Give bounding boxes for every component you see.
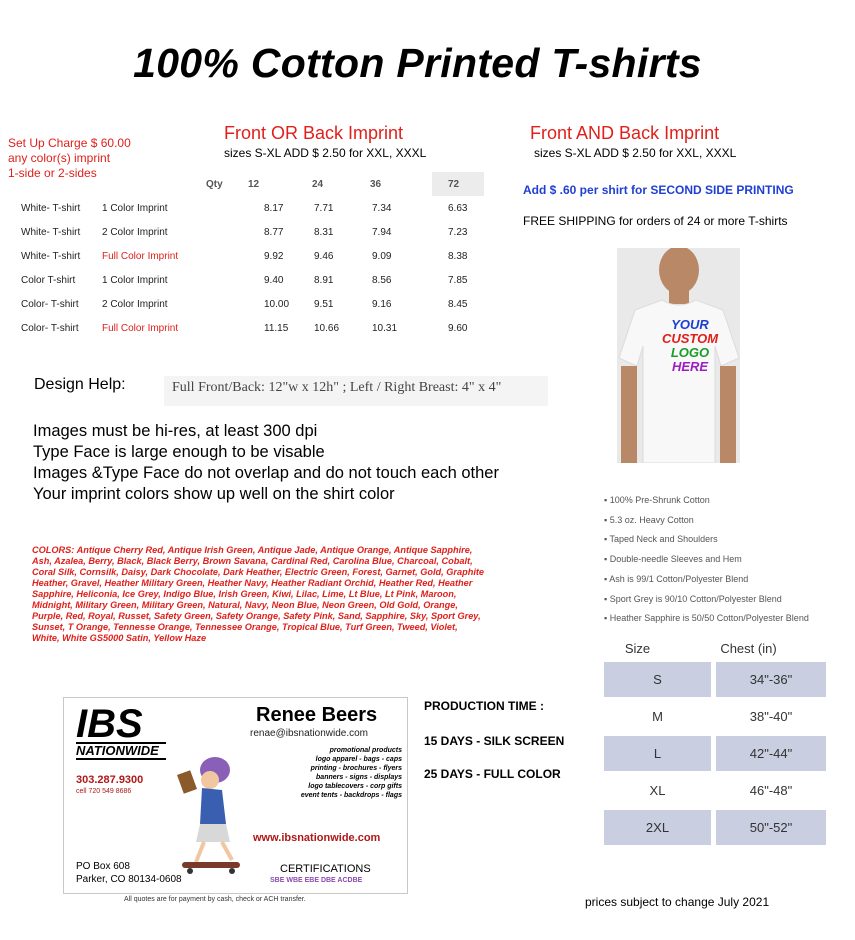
image-requirements: [33, 421, 499, 505]
card-email: renae@ibsnationwide.com: [250, 728, 368, 739]
back-imprint-label: Back Imprint: [303, 123, 404, 143]
price-12: 9.92: [264, 250, 284, 262]
chest-cell: 50"-52": [716, 810, 826, 845]
service-item: event tents - backdrops - flags: [300, 792, 402, 799]
front-and-back-heading: [530, 123, 719, 144]
qty-24: 24: [312, 178, 324, 190]
price-12: 8.77: [264, 226, 284, 238]
qty-72: 72: [432, 172, 484, 196]
price-12: 9.40: [264, 274, 284, 286]
chest-cell: 46"-48": [749, 783, 793, 798]
qty-12: 12: [248, 178, 260, 190]
price-table: [14, 172, 484, 340]
qty-36: 36: [370, 178, 382, 190]
feature-item: ▪ Double-needle Sleeves and Hem: [604, 554, 742, 565]
mascot-icon: [160, 750, 252, 874]
card-cell: cell 720 549 8686: [76, 788, 132, 795]
price-72: 7.23: [448, 226, 468, 238]
requirement-item: Type Face is large enough to be visable: [33, 443, 325, 461]
chest-header: Chest (in): [720, 640, 777, 656]
page-title: 100% Cotton Printed T-shirts: [133, 40, 702, 86]
price-24: 9.46: [314, 250, 334, 262]
price-24: 10.66: [314, 322, 340, 334]
size-row: [604, 773, 826, 808]
spacer: [206, 268, 248, 292]
logo-line-2: CUSTOM: [661, 331, 719, 346]
requirement-item: Images must be hi-res, at least 300 dpi: [33, 422, 318, 440]
design-help-dimensions: Full Front/Back: 12"w x 12h" ; Left / Right Breast: 4" x 4": [164, 376, 548, 406]
feature-item: ▪ Taped Neck and Shoulders: [604, 534, 718, 545]
size-row: [604, 699, 826, 734]
service-item: printing - brochures - flyers: [310, 765, 402, 772]
service-item: logo apparel - bags - caps: [315, 756, 402, 763]
colors-list: COLORS: Antique Cherry Red, Antique Irish Green, Antique Jade, Antique Orange, Antique Sapphire, Ash, Azalea, Berry, Black, Black Berry, Brown Savana, Cardinal Red, Carolina Blue, Charcoal, Cobalt, Coral Silk, Cornsilk, Daisy, Dark Chocolate, Dark Heather, Electric Green, Forest, Garnet, Gold, Graphite Heather, Gravel, Heather Military Green, Heather Navy, Heather Radiant Orchid, Heather Red, Heather Sapphire, Heliconia, Ice Grey, Indigo Blue, Irish Green, Kiwi, Lilac, Lime, Lt Blue, Lt Pink, Maroon, Midnight, Military Green, Military Green, Natural, Navy, Neon Blue, Neon Green, Old Gold, Orange, Purple, Red, Royal, Russet, Safety Green, Safety Orange, Safety Pink, Sand, Sapphire, Sky, Sport Grey, Sunset, T Orange, Tennesse Orange, Tennessee Orange, Tropical Blue, Turf Green, Tweed, Violet, White, White GS5000 Satin, Yellow Haze: [32, 545, 485, 643]
chest-cell: 34"-36": [716, 662, 826, 697]
price-footer-note: prices subject to change July 2021: [585, 895, 770, 909]
production-full: 25 DAYS - FULL COLOR: [424, 767, 561, 781]
price-36: 10.31: [372, 322, 398, 334]
size-row: [604, 810, 826, 845]
chest-cell: 38"-40": [749, 709, 793, 724]
service-item: banners - signs - displays: [316, 774, 402, 781]
production-silk: 15 DAYS - SILK SCREEN: [424, 734, 565, 748]
free-shipping-note: FREE SHIPPING for orders of 24 or more T-shirts: [523, 214, 788, 228]
custom-logo-text: [660, 318, 720, 374]
spacer: [206, 196, 248, 220]
price-row: [14, 268, 484, 292]
spacer: [206, 244, 248, 268]
front-or-label: Front OR: [224, 123, 299, 143]
service-item: promotional products: [329, 747, 402, 754]
card-website: www.ibsnationwide.com: [253, 832, 381, 844]
card-logo-nationwide: NATIONWIDE: [76, 742, 166, 760]
price-24: 8.31: [314, 226, 334, 238]
feature-item: ▪ 100% Pre-Shrunk Cotton: [604, 495, 710, 505]
shirt-type: White- T-shirt: [21, 226, 81, 238]
spacer: [206, 316, 248, 340]
price-12: 8.17: [264, 202, 284, 214]
size-cell: L: [604, 736, 711, 771]
card-certs: SBE WBE EBE DBE ACDBE: [270, 877, 363, 884]
front-or-back-heading: [224, 123, 403, 144]
price-72: 8.45: [448, 298, 468, 310]
price-36: 7.34: [372, 202, 392, 214]
requirement-item: Images &Type Face do not overlap and do not touch each other: [33, 464, 499, 482]
business-card: [63, 697, 408, 894]
setup-line-2: any color(s) imprint: [8, 151, 111, 165]
feature-item: ▪ Heather Sapphire is 50/50 Cotton/Polyester Blend: [604, 613, 809, 624]
card-phone: 303.287.9300: [76, 774, 144, 786]
spacer: [206, 292, 248, 316]
card-logo-ibs: IBS: [76, 702, 143, 746]
design-help-label: Design Help:: [34, 376, 126, 393]
imprint-type: Full Color Imprint: [102, 250, 179, 262]
price-12: 11.15: [264, 322, 289, 334]
logo-line-4: HERE: [671, 359, 709, 374]
size-row: [604, 736, 826, 771]
tshirt-image: [617, 248, 740, 463]
qty-label: Qty: [206, 178, 223, 190]
price-36: 9.09: [372, 250, 392, 262]
price-row: [14, 244, 484, 268]
shirt-type: Color- T-shirt: [21, 322, 79, 334]
front-and-label: Front AND: [530, 123, 615, 143]
size-chart: [604, 634, 826, 847]
feature-item: ▪ 5.3 oz. Heavy Cotton: [604, 514, 694, 525]
price-72: 9.60: [448, 322, 468, 334]
shirt-type: White- T-shirt: [21, 202, 81, 214]
card-address-2: Parker, CO 80134-0608: [76, 874, 182, 885]
setup-line-1: Set Up Charge $ 60.00: [8, 136, 131, 150]
front-and-back-sizes: sizes S-XL ADD $ 2.50 for XXL, XXXL: [534, 146, 737, 160]
chest-cell: 42"-44": [716, 736, 826, 771]
logo-line-1: YOUR: [671, 317, 709, 332]
size-header: Size: [624, 640, 651, 656]
shirt-features: [604, 491, 809, 629]
logo-line-3: LOGO: [670, 345, 710, 360]
spacer: [206, 220, 248, 244]
price-72: 8.38: [448, 250, 468, 262]
size-cell: 2XL: [604, 810, 711, 845]
card-services: [274, 746, 402, 800]
price-36: 9.16: [372, 298, 392, 310]
price-24: 8.91: [314, 274, 334, 286]
second-side-note: Add $ .60 per shirt for SECOND SIDE PRINTING: [523, 183, 794, 197]
price-table-header: [14, 172, 484, 196]
imprint-type: 2 Color Imprint: [102, 226, 168, 238]
price-36: 7.94: [372, 226, 392, 238]
card-note: All quotes are for payment by cash, check or ACH transfer.: [124, 896, 306, 903]
size-cell: S: [604, 662, 711, 697]
size-row: [604, 662, 826, 697]
front-or-back-sizes: sizes S-XL ADD $ 2.50 for XXL, XXXL: [224, 146, 427, 160]
price-24: 7.71: [314, 202, 334, 214]
size-cell: XL: [649, 783, 666, 798]
card-name: Renee Beers: [256, 704, 378, 726]
size-cell: M: [652, 709, 663, 724]
price-row: [14, 220, 484, 244]
feature-item: ▪ Ash is 99/1 Cotton/Polyester Blend: [604, 573, 749, 584]
requirement-item: Your imprint colors show up well on the shirt color: [33, 485, 395, 503]
setup-line-3: 1-side or 2-sides: [8, 166, 97, 180]
imprint-type: 2 Color Imprint: [102, 298, 168, 310]
shirt-type: Color- T-shirt: [21, 298, 79, 310]
card-cert-label: CERTIFICATIONS: [280, 863, 371, 875]
price-24: 9.51: [314, 298, 334, 310]
shirt-type: White- T-shirt: [21, 250, 81, 262]
feature-item: ▪ Sport Grey is 90/10 Cotton/Polyester Blend: [604, 593, 782, 604]
card-address-1: PO Box 608: [76, 861, 130, 872]
price-row: [14, 196, 484, 220]
size-chart-header: [604, 634, 826, 662]
price-12: 10.00: [264, 298, 290, 310]
production-time-label: PRODUCTION TIME :: [424, 699, 544, 713]
imprint-type: 1 Color Imprint: [102, 274, 168, 286]
price-72: 7.85: [448, 274, 468, 286]
imprint-type: Full Color Imprint: [102, 322, 179, 334]
price-72: 6.63: [448, 202, 468, 214]
imprint-type: 1 Color Imprint: [102, 202, 168, 214]
back-imprint-label-2: Back Imprint: [619, 123, 720, 143]
price-row: [14, 316, 484, 340]
price-36: 8.56: [372, 274, 392, 286]
price-row: [14, 292, 484, 316]
shirt-type: Color T-shirt: [21, 274, 76, 286]
service-item: logo tablecovers - corp gifts: [308, 783, 402, 790]
